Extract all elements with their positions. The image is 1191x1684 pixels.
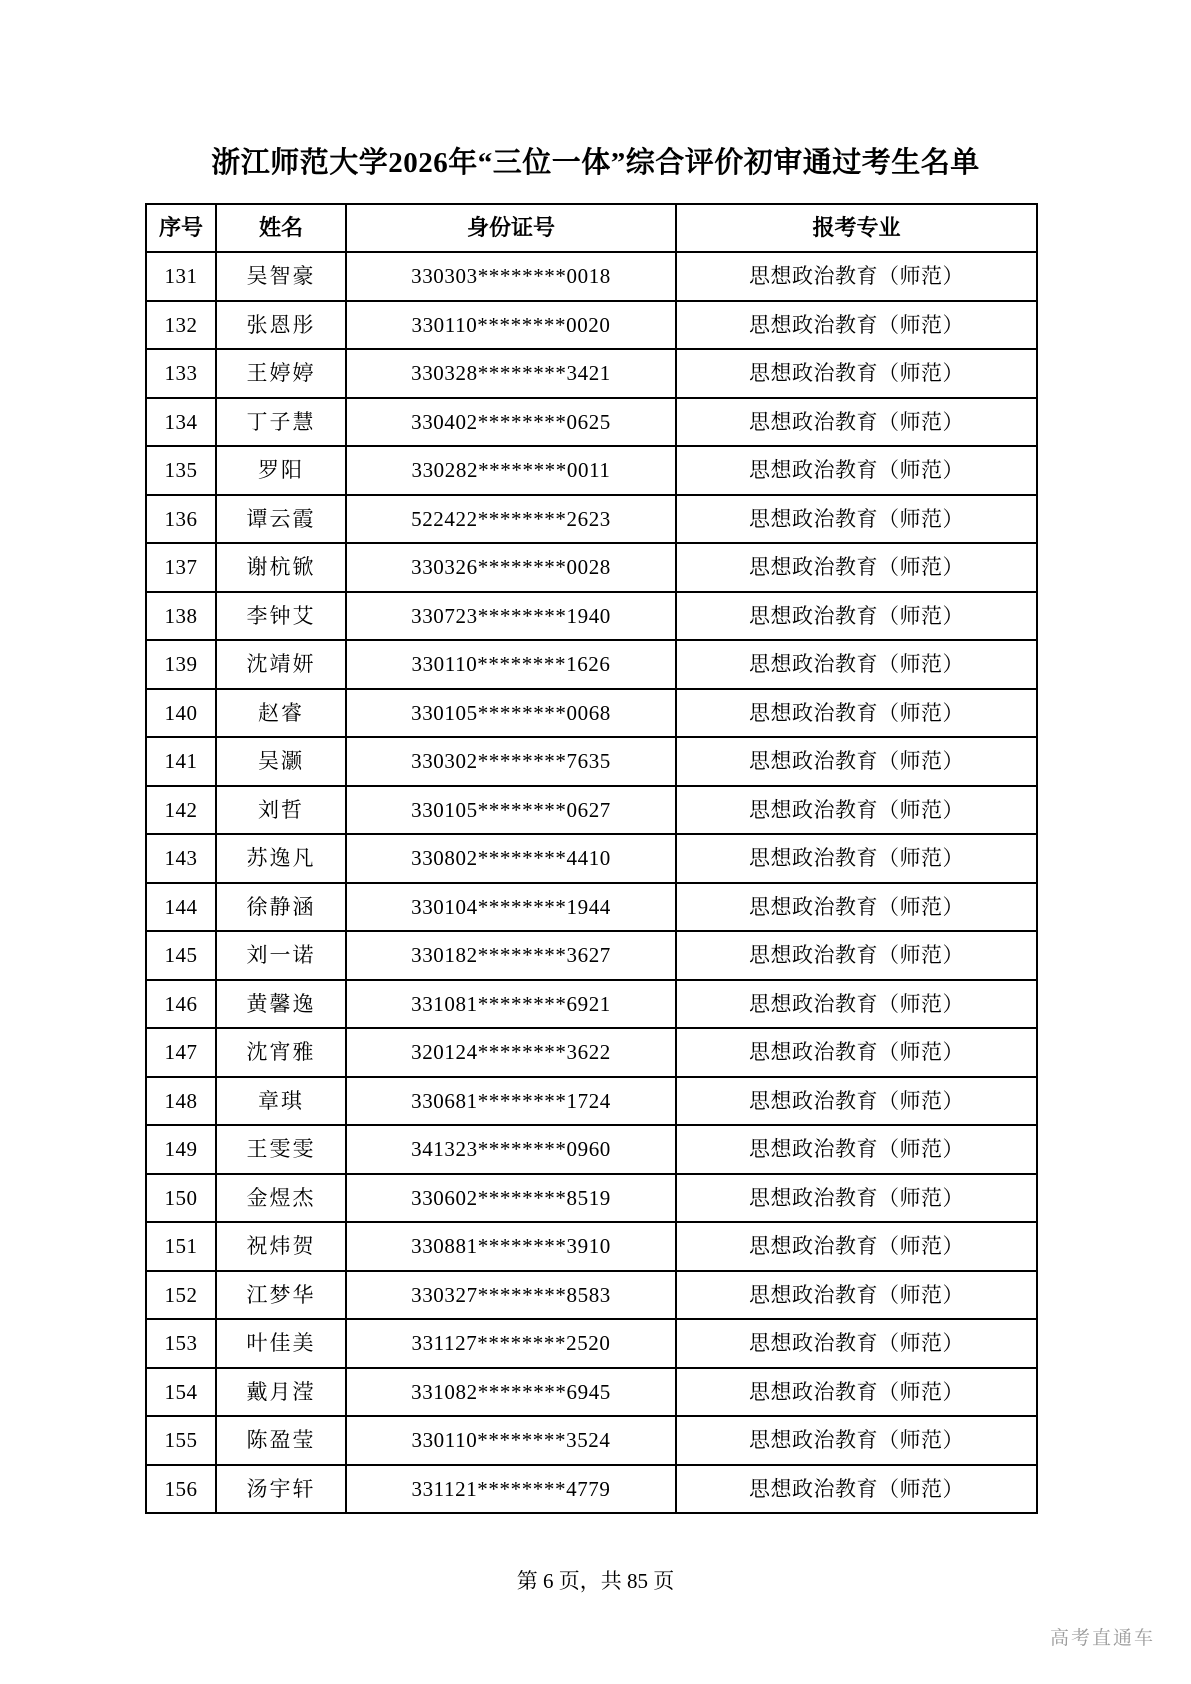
cell-candidate-name: 黄馨逸 <box>216 980 346 1029</box>
cell-candidate-name: 刘一诺 <box>216 931 346 980</box>
table-row <box>146 1222 1037 1271</box>
table-row <box>146 689 1037 738</box>
table-row <box>146 592 1037 641</box>
cell-candidate-name: 徐静涵 <box>216 883 346 932</box>
table-row <box>146 1077 1037 1126</box>
cell-applied-major: 思想政治教育（师范） <box>676 252 1037 301</box>
cell-id-number: 330327********8583 <box>346 1271 676 1320</box>
cell-sequence-number: 155 <box>146 1416 216 1465</box>
cell-sequence-number: 133 <box>146 349 216 398</box>
cell-applied-major: 思想政治教育（师范） <box>676 1416 1037 1465</box>
cell-candidate-name: 江梦华 <box>216 1271 346 1320</box>
cell-id-number: 330182********3627 <box>346 931 676 980</box>
cell-id-number: 330326********0028 <box>346 543 676 592</box>
table-row <box>146 398 1037 447</box>
table-row <box>146 349 1037 398</box>
cell-applied-major: 思想政治教育（师范） <box>676 931 1037 980</box>
cell-candidate-name: 李钟艾 <box>216 592 346 641</box>
cell-candidate-name: 张恩彤 <box>216 301 346 350</box>
cell-id-number: 330302********7635 <box>346 737 676 786</box>
cell-id-number: 330110********3524 <box>346 1416 676 1465</box>
cell-id-number: 330110********1626 <box>346 640 676 689</box>
cell-sequence-number: 131 <box>146 252 216 301</box>
cell-id-number: 330681********1724 <box>346 1077 676 1126</box>
cell-id-number: 522422********2623 <box>346 495 676 544</box>
table-row <box>146 252 1037 301</box>
cell-id-number: 330881********3910 <box>346 1222 676 1271</box>
cell-sequence-number: 140 <box>146 689 216 738</box>
cell-id-number: 330602********8519 <box>346 1174 676 1223</box>
cell-sequence-number: 153 <box>146 1319 216 1368</box>
column-header-name: 姓名 <box>216 204 346 252</box>
cell-sequence-number: 135 <box>146 446 216 495</box>
table-row <box>146 1465 1037 1514</box>
cell-applied-major: 思想政治教育（师范） <box>676 349 1037 398</box>
cell-applied-major: 思想政治教育（师范） <box>676 495 1037 544</box>
cell-id-number: 331121********4779 <box>346 1465 676 1514</box>
cell-candidate-name: 金煜杰 <box>216 1174 346 1223</box>
cell-candidate-name: 沈靖妍 <box>216 640 346 689</box>
cell-sequence-number: 146 <box>146 980 216 1029</box>
cell-applied-major: 思想政治教育（师范） <box>676 446 1037 495</box>
table-row <box>146 1174 1037 1223</box>
roster-table-container <box>145 203 1036 1514</box>
cell-sequence-number: 148 <box>146 1077 216 1126</box>
cell-candidate-name: 刘哲 <box>216 786 346 835</box>
cell-candidate-name: 陈盈莹 <box>216 1416 346 1465</box>
page-number-footer: 第 6 页，共 85 页 <box>516 1569 675 1593</box>
column-header-major: 报考专业 <box>676 204 1037 252</box>
cell-applied-major: 思想政治教育（师范） <box>676 1319 1037 1368</box>
cell-applied-major: 思想政治教育（师范） <box>676 786 1037 835</box>
cell-applied-major: 思想政治教育（师范） <box>676 1125 1037 1174</box>
table-row <box>146 1125 1037 1174</box>
table-body <box>146 252 1037 1513</box>
cell-id-number: 330110********0020 <box>346 301 676 350</box>
table-row <box>146 1319 1037 1368</box>
cell-applied-major: 思想政治教育（师范） <box>676 980 1037 1029</box>
cell-applied-major: 思想政治教育（师范） <box>676 1028 1037 1077</box>
table-row <box>146 640 1037 689</box>
cell-sequence-number: 147 <box>146 1028 216 1077</box>
table-row <box>146 931 1037 980</box>
table-row <box>146 883 1037 932</box>
column-header-id: 身份证号 <box>346 204 676 252</box>
cell-applied-major: 思想政治教育（师范） <box>676 1077 1037 1126</box>
cell-candidate-name: 吴智豪 <box>216 252 346 301</box>
cell-sequence-number: 151 <box>146 1222 216 1271</box>
cell-sequence-number: 139 <box>146 640 216 689</box>
cell-candidate-name: 罗阳 <box>216 446 346 495</box>
cell-sequence-number: 134 <box>146 398 216 447</box>
cell-id-number: 331081********6921 <box>346 980 676 1029</box>
cell-candidate-name: 汤宇轩 <box>216 1465 346 1514</box>
cell-sequence-number: 144 <box>146 883 216 932</box>
table-row <box>146 495 1037 544</box>
cell-candidate-name: 赵睿 <box>216 689 346 738</box>
table-row <box>146 1028 1037 1077</box>
cell-sequence-number: 141 <box>146 737 216 786</box>
table-row <box>146 834 1037 883</box>
cell-candidate-name: 吴灏 <box>216 737 346 786</box>
cell-applied-major: 思想政治教育（师范） <box>676 301 1037 350</box>
table-row <box>146 543 1037 592</box>
table-row <box>146 446 1037 495</box>
cell-id-number: 331127********2520 <box>346 1319 676 1368</box>
cell-id-number: 330402********0625 <box>346 398 676 447</box>
column-header-seq: 序号 <box>146 204 216 252</box>
cell-applied-major: 思想政治教育（师范） <box>676 1174 1037 1223</box>
table-row <box>146 737 1037 786</box>
cell-applied-major: 思想政治教育（师范） <box>676 1222 1037 1271</box>
cell-sequence-number: 154 <box>146 1368 216 1417</box>
cell-candidate-name: 戴月滢 <box>216 1368 346 1417</box>
table-row <box>146 980 1037 1029</box>
cell-id-number: 330104********1944 <box>346 883 676 932</box>
cell-applied-major: 思想政治教育（师范） <box>676 1271 1037 1320</box>
cell-sequence-number: 152 <box>146 1271 216 1320</box>
cell-id-number: 330802********4410 <box>346 834 676 883</box>
table-header-row <box>146 204 1037 252</box>
roster-table <box>145 203 1038 1514</box>
cell-candidate-name: 叶佳美 <box>216 1319 346 1368</box>
cell-id-number: 320124********3622 <box>346 1028 676 1077</box>
cell-id-number: 331082********6945 <box>346 1368 676 1417</box>
cell-applied-major: 思想政治教育（师范） <box>676 543 1037 592</box>
cell-candidate-name: 王雯雯 <box>216 1125 346 1174</box>
cell-sequence-number: 149 <box>146 1125 216 1174</box>
cell-id-number: 330723********1940 <box>346 592 676 641</box>
cell-sequence-number: 137 <box>146 543 216 592</box>
cell-sequence-number: 138 <box>146 592 216 641</box>
table-row <box>146 301 1037 350</box>
cell-id-number: 330303********0018 <box>346 252 676 301</box>
cell-id-number: 330105********0068 <box>346 689 676 738</box>
cell-applied-major: 思想政治教育（师范） <box>676 737 1037 786</box>
cell-candidate-name: 章琪 <box>216 1077 346 1126</box>
watermark-label: 高考直通车 <box>1049 1628 1155 1649</box>
cell-sequence-number: 143 <box>146 834 216 883</box>
table-row <box>146 1416 1037 1465</box>
table-header <box>146 204 1037 252</box>
cell-applied-major: 思想政治教育（师范） <box>676 834 1037 883</box>
page-title: 浙江师范大学2026年“三位一体”综合评价初审通过考生名单 <box>211 147 980 179</box>
cell-candidate-name: 祝炜贺 <box>216 1222 346 1271</box>
cell-candidate-name: 丁子慧 <box>216 398 346 447</box>
cell-sequence-number: 132 <box>146 301 216 350</box>
cell-id-number: 330328********3421 <box>346 349 676 398</box>
cell-candidate-name: 沈宵雅 <box>216 1028 346 1077</box>
table-row <box>146 1368 1037 1417</box>
cell-applied-major: 思想政治教育（师范） <box>676 640 1037 689</box>
cell-applied-major: 思想政治教育（师范） <box>676 1465 1037 1514</box>
cell-applied-major: 思想政治教育（师范） <box>676 592 1037 641</box>
cell-applied-major: 思想政治教育（师范） <box>676 883 1037 932</box>
cell-applied-major: 思想政治教育（师范） <box>676 1368 1037 1417</box>
cell-applied-major: 思想政治教育（师范） <box>676 689 1037 738</box>
cell-candidate-name: 王婷婷 <box>216 349 346 398</box>
cell-candidate-name: 谭云霞 <box>216 495 346 544</box>
table-row <box>146 786 1037 835</box>
cell-id-number: 341323********0960 <box>346 1125 676 1174</box>
cell-sequence-number: 156 <box>146 1465 216 1514</box>
cell-sequence-number: 150 <box>146 1174 216 1223</box>
cell-id-number: 330105********0627 <box>346 786 676 835</box>
cell-sequence-number: 142 <box>146 786 216 835</box>
table-row <box>146 1271 1037 1320</box>
cell-sequence-number: 136 <box>146 495 216 544</box>
cell-sequence-number: 145 <box>146 931 216 980</box>
cell-id-number: 330282********0011 <box>346 446 676 495</box>
cell-applied-major: 思想政治教育（师范） <box>676 398 1037 447</box>
cell-candidate-name: 苏逸凡 <box>216 834 346 883</box>
cell-candidate-name: 谢杭锨 <box>216 543 346 592</box>
